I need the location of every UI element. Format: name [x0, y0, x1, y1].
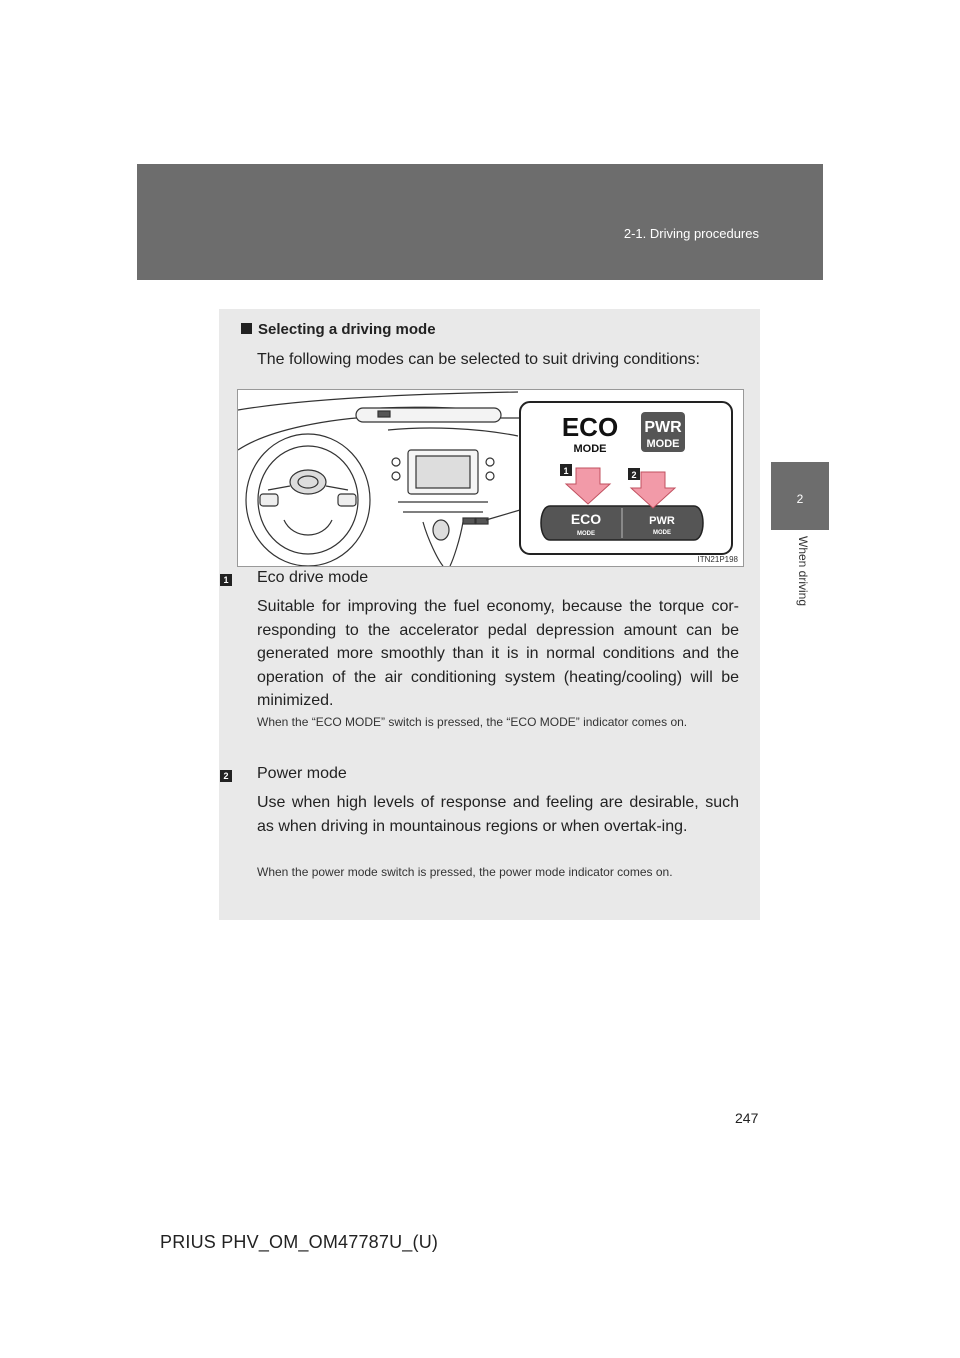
mode-description: Suitable for improving the fuel economy, because the torque cor-responding to the accelerator pedal depression amount can be generated more smoothly than it is in normal conditions and the operation of the air conditioning system (heating/cooling) will be minimized.	[257, 598, 739, 709]
dashboard-illustration	[238, 390, 743, 566]
content-box	[219, 309, 760, 920]
marker-1-icon: 1	[220, 574, 232, 586]
windshield-line	[238, 392, 518, 410]
eco-indicator-label: ECO	[561, 412, 619, 442]
eco-indicator-sub: MODE	[573, 443, 607, 455]
chapter-tab	[771, 462, 829, 530]
chapter-number: 2	[796, 492, 804, 506]
document-id: PRIUS PHV_OM_OM47787U_(U)	[160, 1232, 439, 1252]
driving-mode-illustration	[237, 389, 744, 567]
mode-title: Power mode	[257, 765, 347, 782]
intro-text: The following modes can be selected to suit driving conditions:	[257, 351, 700, 368]
mode-description: Use when high levels of response and feeling are desirable, such as when driving in mountainous regions or when overtak-ing.	[257, 794, 739, 835]
page-number: 247	[735, 1110, 759, 1126]
mode-note: When the “ECO MODE” switch is pressed, the “ECO MODE” indicator comes on.	[257, 715, 688, 729]
switch-pwr-sub: MODE	[653, 530, 671, 536]
marker-2-icon: 2	[220, 770, 232, 782]
square-bullet-icon	[241, 323, 252, 334]
section-title: 2-1. Driving procedures	[623, 226, 759, 241]
switch-eco-label: ECO	[570, 511, 602, 527]
header-band	[137, 164, 823, 280]
section-heading	[241, 321, 436, 338]
switch-eco-sub: MODE	[577, 531, 595, 537]
section-heading-text: Selecting a driving mode	[258, 321, 436, 338]
figure-code: ITN21P198	[697, 555, 738, 564]
pwr-indicator-label: PWR	[644, 419, 682, 436]
chapter-label: When driving	[796, 536, 810, 607]
marker-2-label: 2	[631, 470, 637, 480]
marker-1-label: 1	[563, 466, 569, 476]
mode-note: When the power mode switch is pressed, the power mode indicator comes on.	[257, 865, 673, 879]
mode-title: Eco drive mode	[257, 569, 369, 586]
switch-pwr-label: PWR	[649, 515, 675, 527]
pwr-indicator-sub: MODE	[646, 438, 680, 450]
